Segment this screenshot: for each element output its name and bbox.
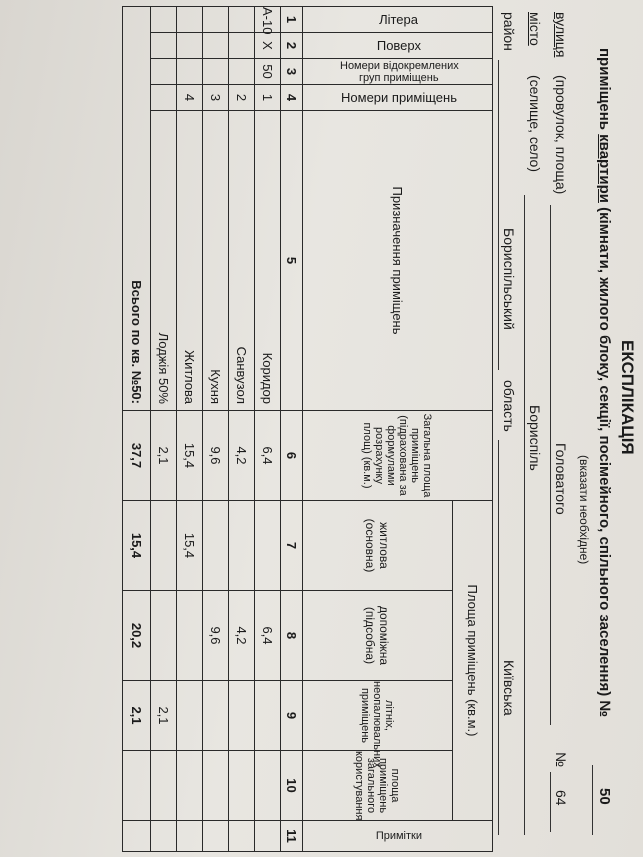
col-num: 2 bbox=[281, 33, 303, 59]
cell-purpose: Житлова bbox=[177, 111, 203, 411]
cell-total-area: 6,4 bbox=[255, 411, 281, 501]
document-subtitle bbox=[596, 48, 613, 717]
col-num: 8 bbox=[281, 591, 303, 681]
street-label: вулиця bbox=[553, 12, 569, 58]
header-auxiliary: допоміжна (підсобна) bbox=[303, 591, 453, 681]
col-num: 10 bbox=[281, 751, 303, 821]
col-num: 11 bbox=[281, 821, 303, 852]
total-label: Всього по кв. №50: bbox=[123, 7, 151, 411]
total-notes bbox=[123, 821, 151, 852]
number-value: 64 bbox=[553, 790, 569, 806]
cell-living bbox=[151, 501, 177, 591]
cell-room bbox=[151, 85, 177, 111]
cell-purpose: Санвузол bbox=[229, 111, 255, 411]
cell-common bbox=[229, 751, 255, 821]
col-num: 4 bbox=[281, 85, 303, 111]
col-num: 3 bbox=[281, 59, 303, 85]
total-common-sum bbox=[123, 751, 151, 821]
cell-group bbox=[203, 59, 229, 85]
cell-purpose: Коридор bbox=[255, 111, 281, 411]
number-label: № bbox=[553, 752, 569, 768]
cell-living bbox=[255, 501, 281, 591]
district-label: район bbox=[501, 12, 517, 51]
col-num: 9 bbox=[281, 681, 303, 751]
cell-purpose: Лоджія 50% bbox=[151, 111, 177, 411]
cell-summer bbox=[177, 681, 203, 751]
hint-text: (вказати необхідне) bbox=[577, 455, 591, 565]
cell-notes bbox=[203, 821, 229, 852]
header-litera: Літера bbox=[303, 7, 493, 33]
cell-aux bbox=[151, 591, 177, 681]
cell-total-area: 15,4 bbox=[177, 411, 203, 501]
explication-table bbox=[122, 6, 493, 852]
header-area-group: Площа приміщень (кв.м.) bbox=[453, 501, 493, 821]
table-row bbox=[203, 7, 229, 852]
table-row bbox=[151, 7, 177, 852]
cell-summer: 2,1 bbox=[151, 681, 177, 751]
cell-living bbox=[203, 501, 229, 591]
cell-common bbox=[151, 751, 177, 821]
header-summer: літніх, неопалювальних приміщень bbox=[303, 681, 453, 751]
region-value: Київська bbox=[501, 660, 517, 716]
col-num: 5 bbox=[281, 111, 303, 411]
region-label: область bbox=[501, 380, 517, 432]
cell-summer bbox=[255, 681, 281, 751]
total-living-sum: 15,4 bbox=[123, 501, 151, 591]
cell-living bbox=[229, 501, 255, 591]
cell-notes bbox=[229, 821, 255, 852]
cell-litera bbox=[203, 7, 229, 33]
table-row bbox=[177, 7, 203, 852]
header-rooms: Номери приміщень bbox=[303, 85, 493, 111]
cell-room: 1 bbox=[255, 85, 281, 111]
street-value: Головатого bbox=[553, 443, 569, 515]
cell-notes bbox=[151, 821, 177, 852]
cell-litera bbox=[229, 7, 255, 33]
column-numbers-row bbox=[281, 7, 303, 852]
cell-notes bbox=[177, 821, 203, 852]
cell-group bbox=[151, 59, 177, 85]
cell-aux bbox=[177, 591, 203, 681]
cell-living: 15,4 bbox=[177, 501, 203, 591]
cell-aux: 6,4 bbox=[255, 591, 281, 681]
cell-purpose: Кухня bbox=[203, 111, 229, 411]
header-total-area: Загальна площа приміщень (підрахована за формулами розрахунку площ) (кв.м.) bbox=[303, 411, 493, 501]
cell-total-area: 2,1 bbox=[151, 411, 177, 501]
cell-room: 3 bbox=[203, 85, 229, 111]
cell-total-area: 9,6 bbox=[203, 411, 229, 501]
table-row bbox=[255, 7, 281, 852]
cell-room: 4 bbox=[177, 85, 203, 111]
cell-total-area: 4,2 bbox=[229, 411, 255, 501]
apartment-number: 50 bbox=[596, 788, 613, 805]
subtitle-prefix: приміщень bbox=[596, 48, 613, 130]
city-value: Бориспіль bbox=[527, 405, 543, 471]
header-poverkh: Поверх bbox=[303, 33, 493, 59]
cell-poverkh bbox=[177, 33, 203, 59]
cell-common bbox=[203, 751, 229, 821]
header-groups: Номери відокремлених груп приміщень bbox=[303, 59, 493, 85]
cell-litera: А-10 bbox=[255, 7, 281, 33]
header-common: площа приміщень загального користування bbox=[303, 751, 453, 821]
table-row bbox=[229, 7, 255, 852]
cell-room: 2 bbox=[229, 85, 255, 111]
district-value: Бориспільський bbox=[501, 228, 517, 330]
header-living: житлова (основна) bbox=[303, 501, 453, 591]
total-aux-sum: 20,2 bbox=[123, 591, 151, 681]
cell-aux: 4,2 bbox=[229, 591, 255, 681]
street-note: (провулок, площа) bbox=[553, 75, 569, 195]
col-num: 1 bbox=[281, 7, 303, 33]
cell-aux: 9,6 bbox=[203, 591, 229, 681]
cell-poverkh: Х bbox=[255, 33, 281, 59]
total-summer-sum: 2,1 bbox=[123, 681, 151, 751]
cell-group bbox=[229, 59, 255, 85]
cell-summer bbox=[229, 681, 255, 751]
cell-group bbox=[177, 59, 203, 85]
header-notes: Примітки bbox=[303, 821, 493, 852]
col-num: 7 bbox=[281, 501, 303, 591]
cell-poverkh bbox=[203, 33, 229, 59]
total-area-sum: 37,7 bbox=[123, 411, 151, 501]
cell-summer bbox=[203, 681, 229, 751]
cell-common bbox=[177, 751, 203, 821]
col-num: 6 bbox=[281, 411, 303, 501]
cell-notes bbox=[255, 821, 281, 852]
cell-poverkh bbox=[229, 33, 255, 59]
cell-litera bbox=[177, 7, 203, 33]
subtitle-underlined: квартири bbox=[596, 134, 613, 203]
cell-litera bbox=[151, 7, 177, 33]
total-row bbox=[123, 7, 151, 852]
cell-common bbox=[255, 751, 281, 821]
city-note: (селище, село) bbox=[527, 75, 543, 172]
cell-poverkh bbox=[151, 33, 177, 59]
cell-group: 50 bbox=[255, 59, 281, 85]
subtitle-rest: (кімнати, жилого блоку, секції, посімейного, спільного заселення) № bbox=[596, 207, 613, 718]
header-purpose: Призначення приміщень bbox=[303, 111, 493, 411]
document-title: ЕКСПЛІКАЦІЯ bbox=[618, 340, 637, 455]
city-label: місто bbox=[527, 12, 543, 46]
